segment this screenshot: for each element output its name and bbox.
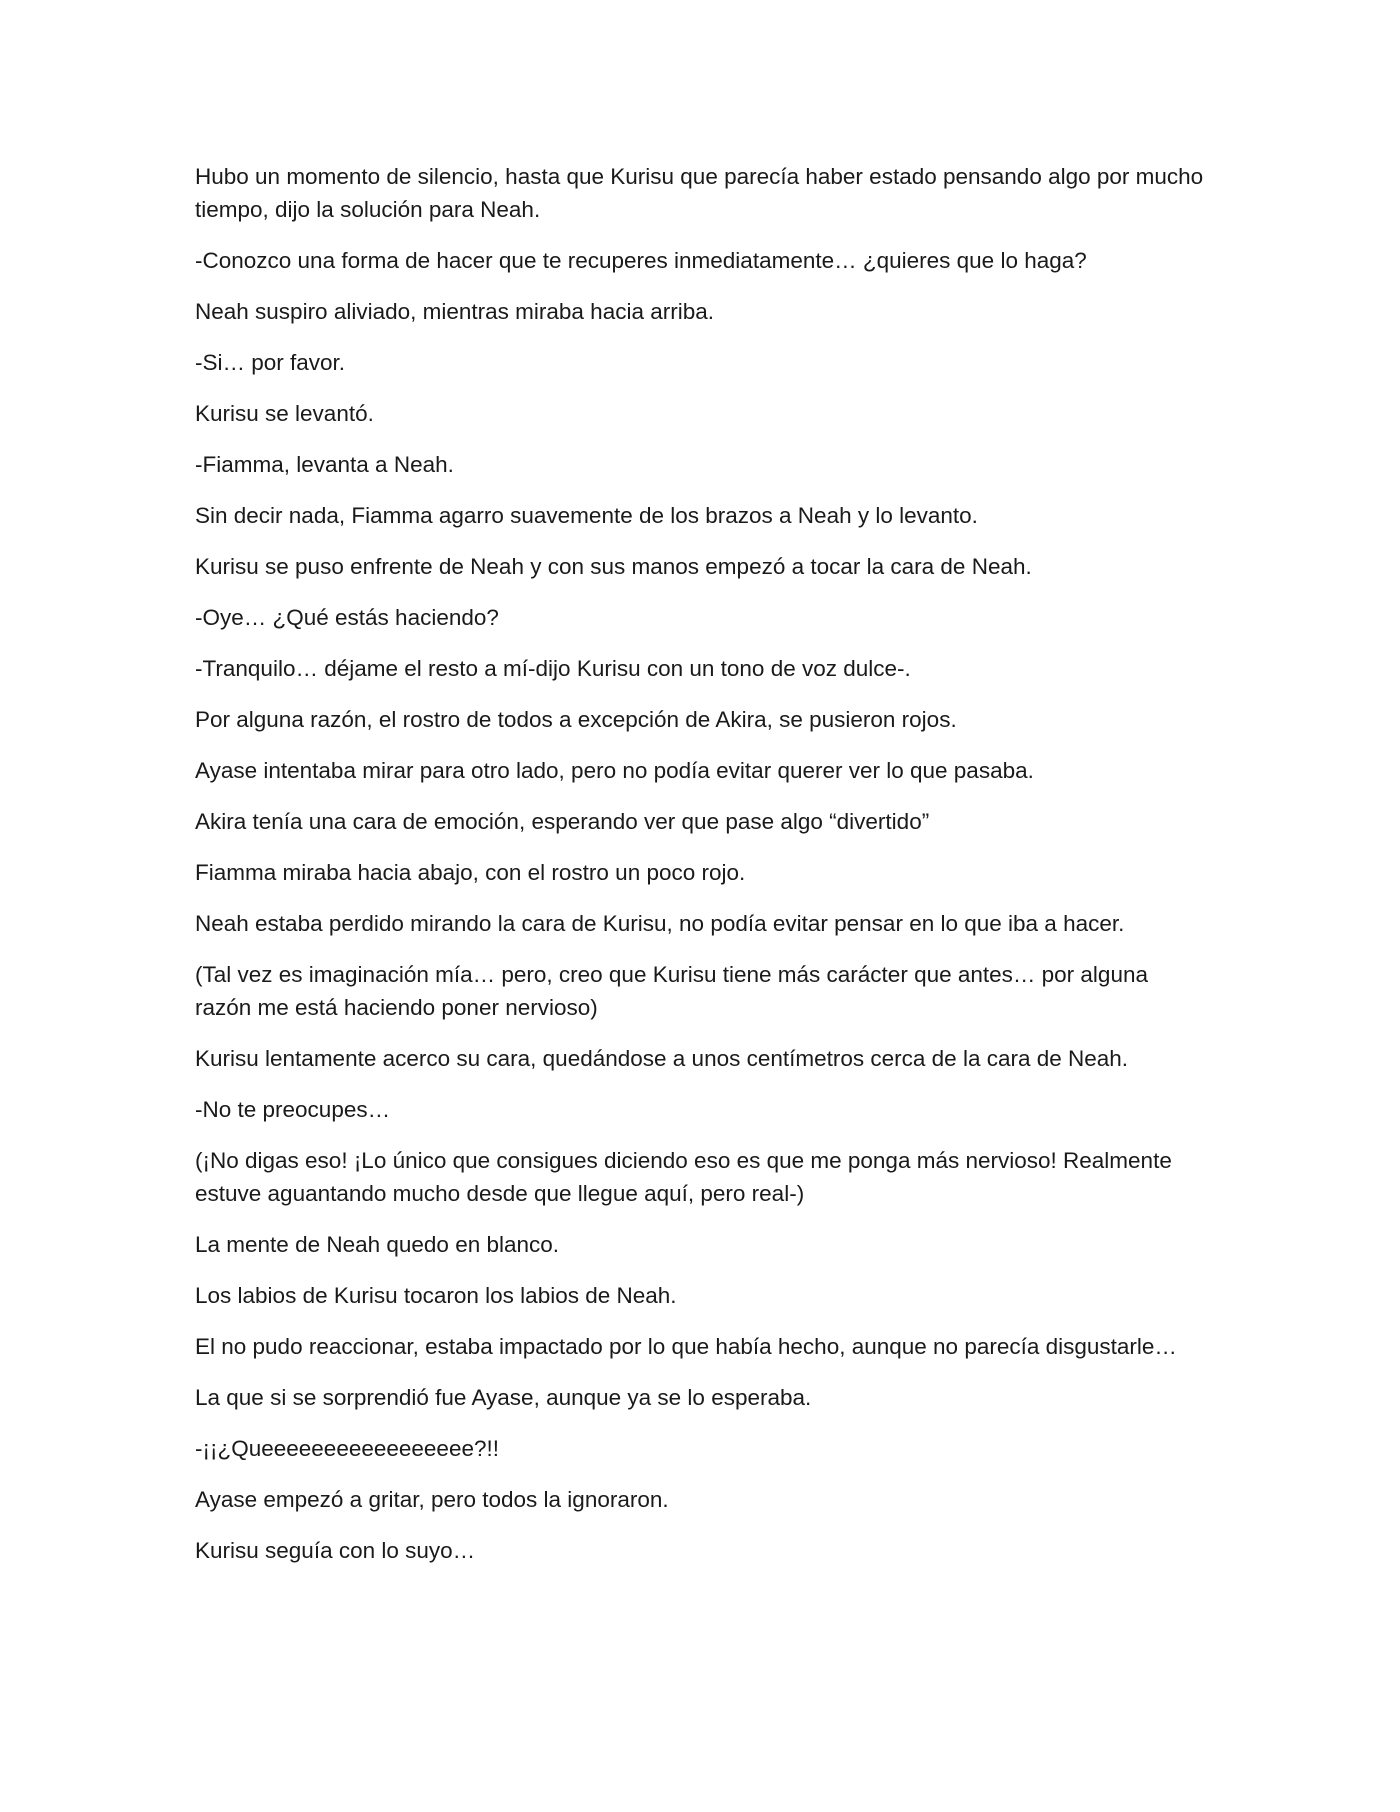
paragraph-26: Kurisu seguía con lo suyo…: [195, 1538, 476, 1563]
paragraph-7: Sin decir nada, Fiamma agarro suavemente de los brazos a Neah y lo levanto.: [195, 503, 978, 528]
paragraph-21: Los labios de Kurisu tocaron los labios de Neah.: [195, 1283, 677, 1308]
paragraph-17: Kurisu lentamente acerco su cara, quedándose a unos centímetros cerca de la cara de Neah.: [195, 1046, 1129, 1071]
document-body: [195, 160, 1205, 1585]
paragraph-9: -Oye… ¿Qué estás haciendo?: [195, 605, 499, 630]
paragraph-5: Kurisu se levantó.: [195, 401, 374, 426]
paragraph-25: Ayase empezó a gritar, pero todos la ignoraron.: [195, 1487, 669, 1512]
paragraph-24: -¡¡¿Queeeeeeeeeeeeeeeee?!!: [195, 1436, 499, 1461]
paragraph-13: Akira tenía una cara de emoción, esperando ver que pase algo “divertido”: [195, 809, 930, 834]
paragraph-8: Kurisu se puso enfrente de Neah y con sus manos empezó a tocar la cara de Neah.: [195, 554, 1032, 579]
paragraph-20: La mente de Neah quedo en blanco.: [195, 1232, 560, 1257]
paragraph-19: (¡No digas eso! ¡Lo único que consigues diciendo eso es que me ponga más nervioso! Realmente estuve aguantando mucho desde que llegue aquí, pero real-): [195, 1148, 1172, 1206]
paragraph-3: Neah suspiro aliviado, mientras miraba hacia arriba.: [195, 299, 714, 324]
paragraph-15: Neah estaba perdido mirando la cara de Kurisu, no podía evitar pensar en lo que iba a hacer.: [195, 911, 1125, 936]
paragraph-4: -Si… por favor.: [195, 350, 346, 375]
paragraph-11: Por alguna razón, el rostro de todos a excepción de Akira, se pusieron rojos.: [195, 707, 957, 732]
paragraph-18: -No te preocupes…: [195, 1097, 391, 1122]
paragraph-10: -Tranquilo… déjame el resto a mí-dijo Kurisu con un tono de voz dulce-.: [195, 656, 911, 681]
paragraph-22: El no pudo reaccionar, estaba impactado por lo que había hecho, aunque no parecía disgustarle…: [195, 1334, 1177, 1359]
paragraph-12: Ayase intentaba mirar para otro lado, pero no podía evitar querer ver lo que pasaba.: [195, 758, 1034, 783]
paragraph-1: Hubo un momento de silencio, hasta que Kurisu que parecía haber estado pensando algo por mucho tiempo, dijo la solución para Neah.: [195, 164, 1204, 222]
paragraph-2: -Conozco una forma de hacer que te recuperes inmediatamente… ¿quieres que lo haga?: [195, 248, 1087, 273]
paragraph-14: Fiamma miraba hacia abajo, con el rostro un poco rojo.: [195, 860, 746, 885]
paragraph-23: La que si se sorprendió fue Ayase, aunque ya se lo esperaba.: [195, 1385, 812, 1410]
paragraph-16: (Tal vez es imaginación mía… pero, creo que Kurisu tiene más carácter que antes… por alguna razón me está haciendo poner nervioso): [195, 962, 1148, 1020]
paragraph-6: -Fiamma, levanta a Neah.: [195, 452, 454, 477]
